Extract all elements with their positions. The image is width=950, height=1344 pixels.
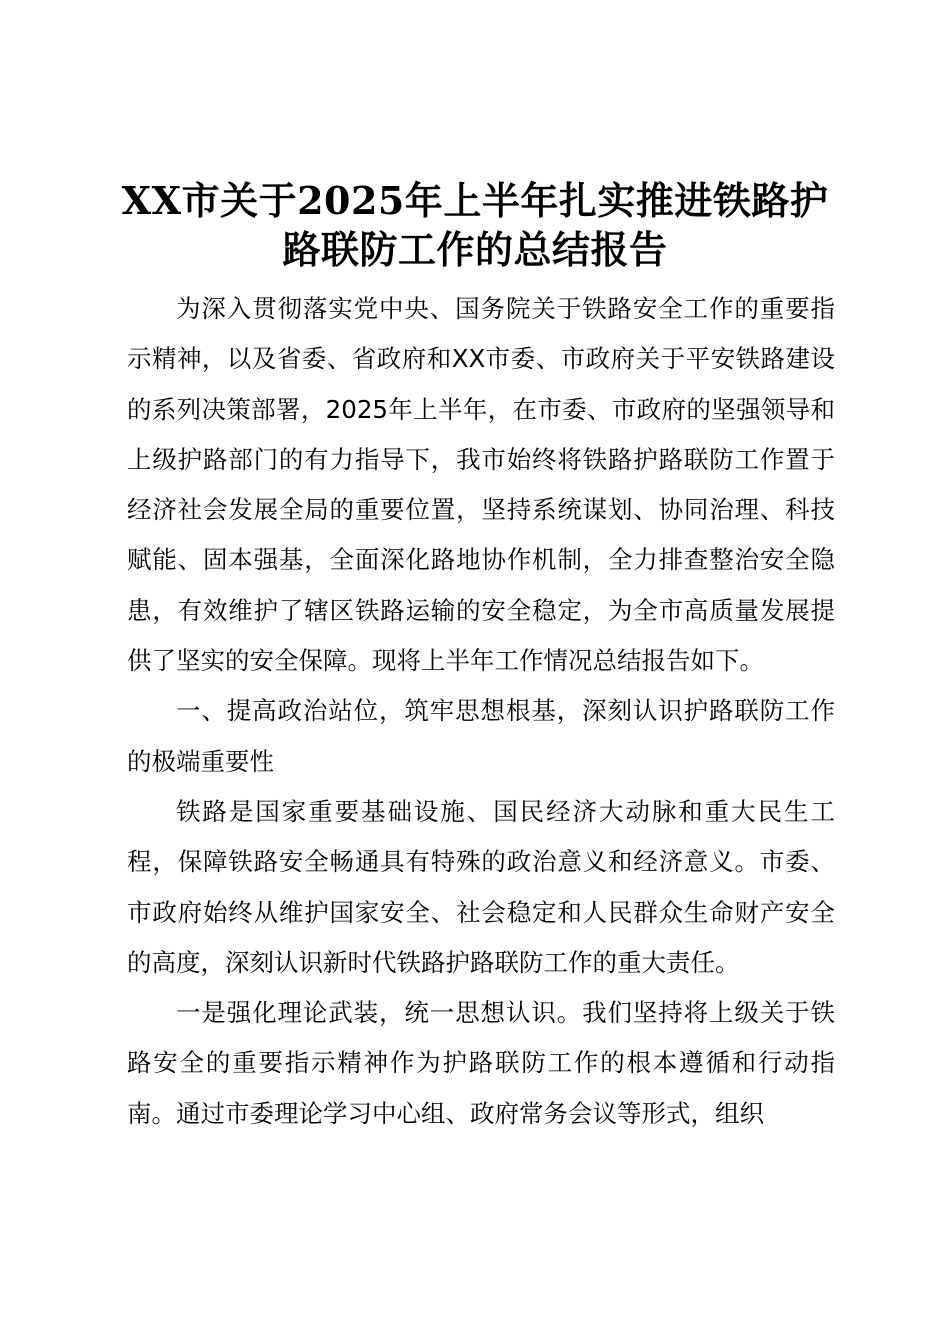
section-heading-1: 一、提高政治站位，筑牢思想根基，深刻认识护路联防工作的极端重要性 [127,696,835,776]
paragraph-point-1: 一是强化理论武装，统一思想认识。我们坚持将上级关于铁路安全的重要指示精神作为护路联防工作的根本遵循和行动指南。通过市委理论学习中心组、政府常务会议等形式，组织 [127,998,835,1128]
paragraph-section-1: 铁路是国家重要基础设施、国民经济大动脉和重大民生工程，保障铁路安全畅通具有特殊的政治意义和经济意义。市委、市政府始终从维护国家安全、社会稳定和人民群众生命财产安全的高度，深刻认识新时代铁路护路联防工作的重大责任。 [127,796,835,977]
paragraph-intro: 为深入贯彻落实党中央、国务院关于铁路安全工作的重要指示精神，以及省委、省政府和XX市委、市政府关于平安铁路建设的系列决策部署，2025年上半年，在市委、市政府的坚强领导和上级护路部门的有力指导下，我市始终将铁路护路联防工作置于经济社会发展全局的重要位置，坚持系统谋划、协同治理、科技赋能、固本强基，全面深化路地协作机制，全力排查整治安全隐患，有效维护了辖区铁路运输的安全稳定，为全市高质量发展提供了坚实的安全保障。现将上半年工作情况总结报告如下。 [127,294,835,676]
document-title: XX市关于2025年上半年扎实推进铁路护路联防工作的总结报告 [121,178,829,272]
document-body [127,284,835,1139]
